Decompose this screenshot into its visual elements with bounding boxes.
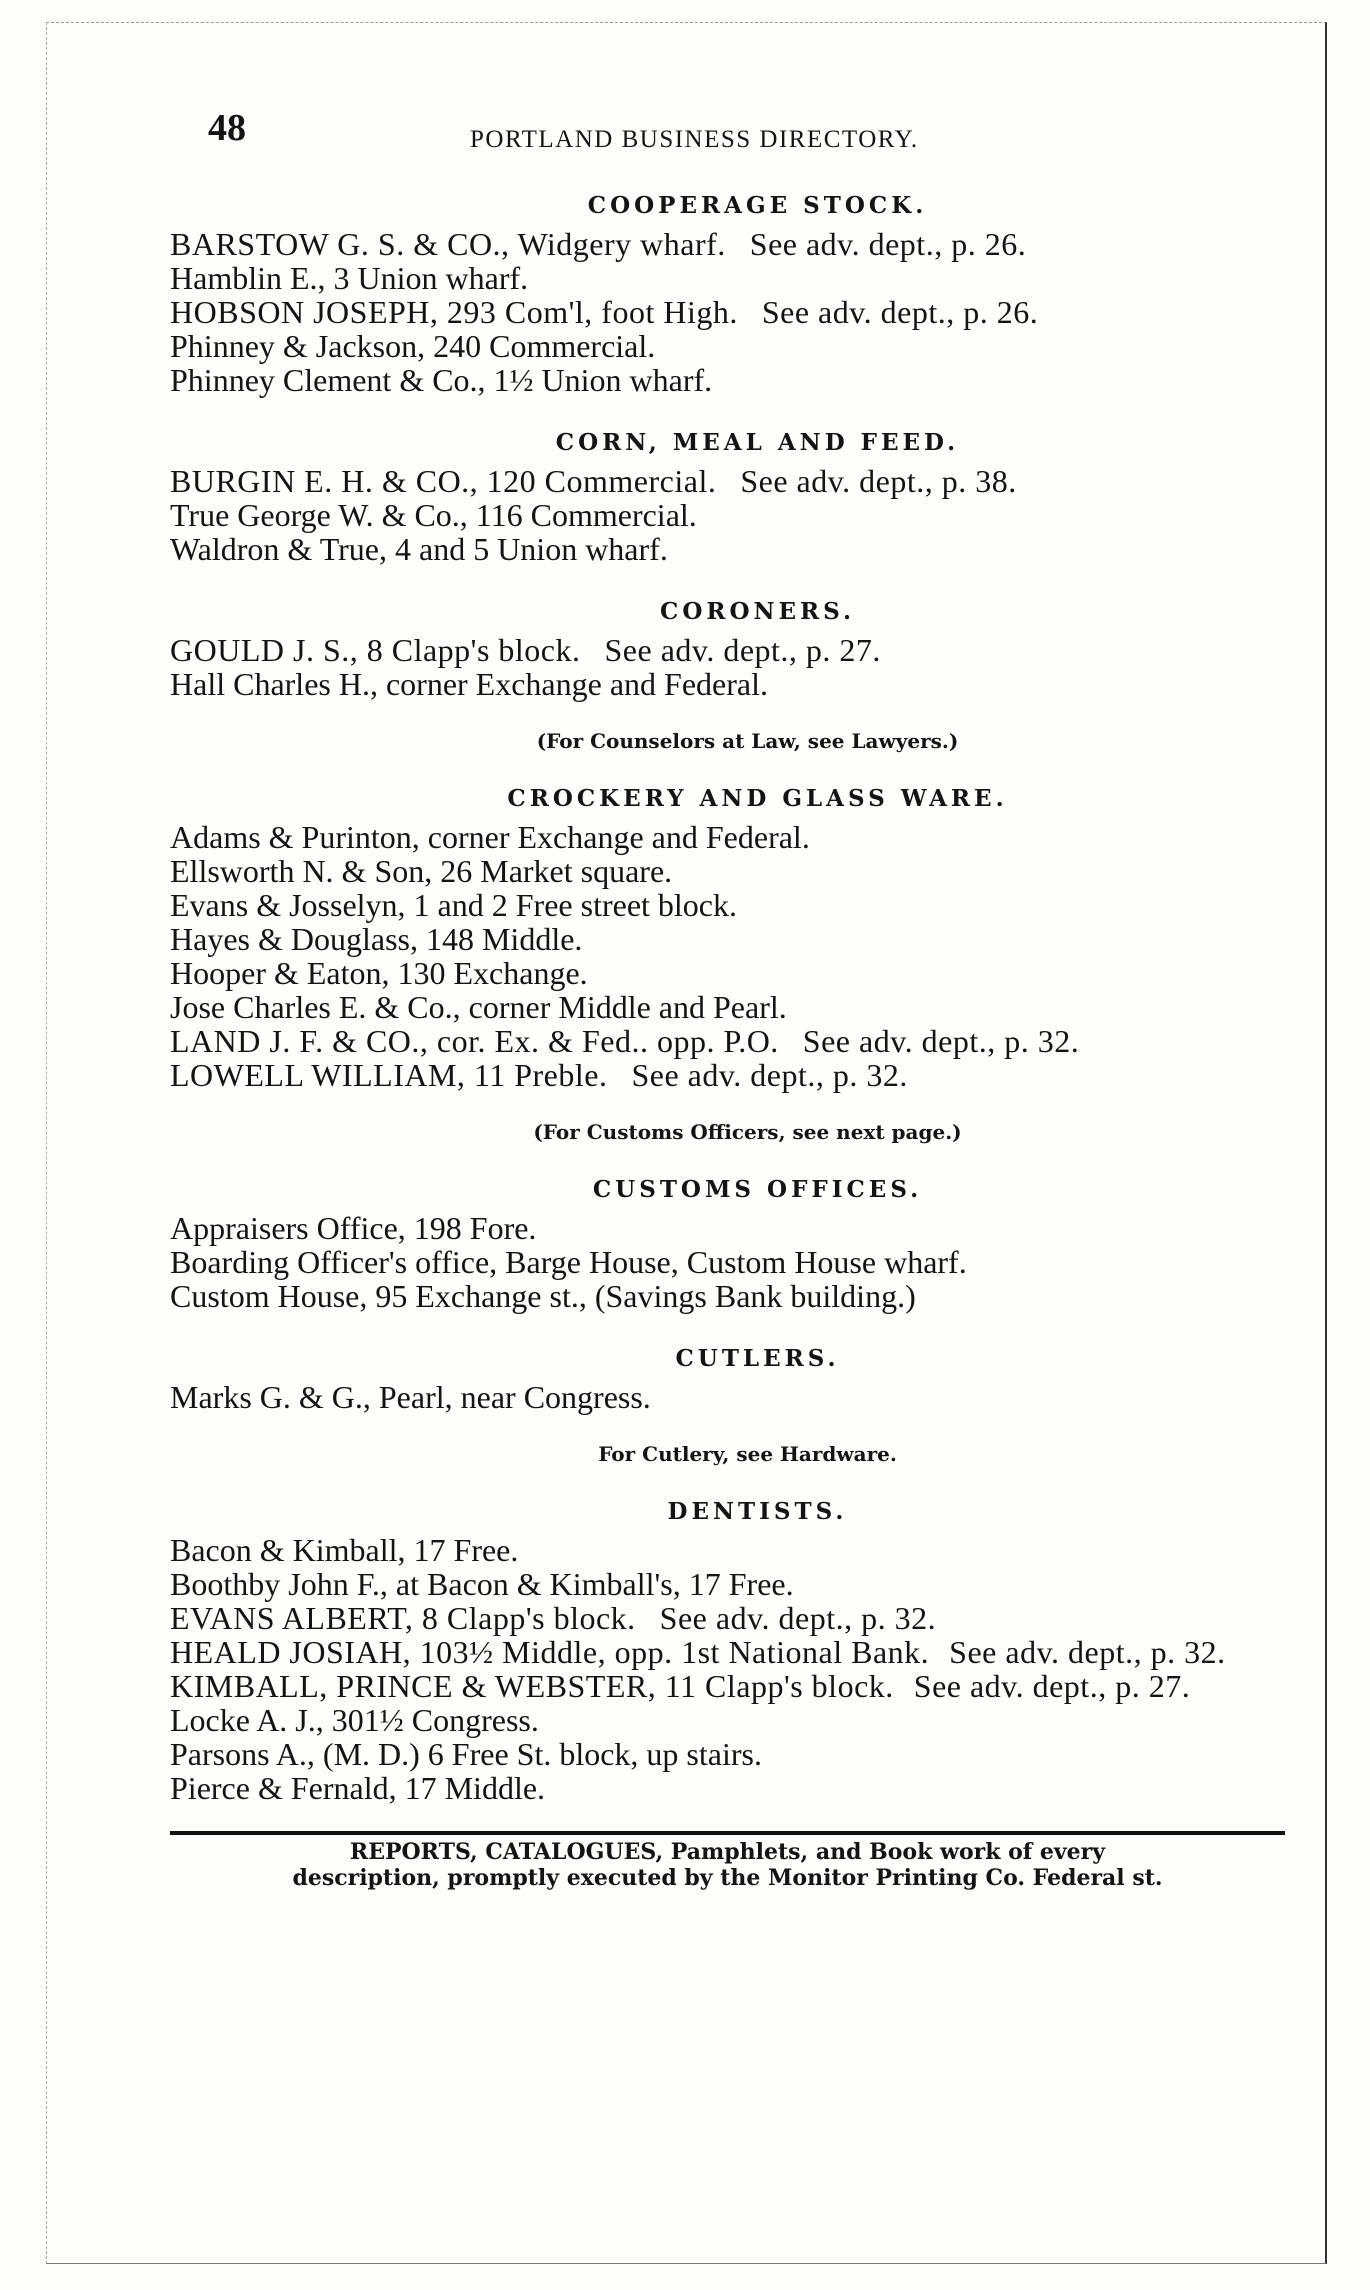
- directory-entry: [170, 1567, 1285, 1601]
- directory-entry: [170, 1058, 1285, 1092]
- directory-entry: [170, 1380, 1285, 1414]
- entry-name: BARSTOW G. S. & CO., Widgery wharf.: [170, 226, 726, 262]
- entry-name: True George W. & Co., 116 Commercial.: [170, 497, 697, 533]
- advertisement-reference: See adv. dept., p. 27.: [604, 632, 881, 668]
- cross-reference: (For Customs Officers, see next page.): [533, 1120, 962, 1144]
- directory-entry: [170, 1024, 1285, 1058]
- entry-name: Jose Charles E. & Co., corner Middle and Pearl.: [170, 989, 787, 1025]
- entry-name: LAND J. F. & CO., cor. Ex. & Fed.. opp. P.O.: [170, 1023, 779, 1059]
- running-head: [170, 100, 1285, 160]
- directory-entry: [170, 1533, 1285, 1567]
- entry-name: GOULD J. S., 8 Clapp's block.: [170, 632, 581, 668]
- section-heading: DENTISTS.: [667, 1498, 848, 1525]
- advertisement-line: description, promptly executed by the Monitor Printing Co. Federal st.: [292, 1865, 1163, 1891]
- directory-entry: [170, 922, 1285, 956]
- directory-entry: [170, 1703, 1285, 1737]
- directory-entry: [170, 532, 1285, 566]
- directory-entry: [170, 990, 1285, 1024]
- entry-name: Locke A. J., 301½ Congress.: [170, 1702, 539, 1738]
- directory-entry: [170, 667, 1285, 701]
- page-title: PORTLAND BUSINESS DIRECTORY.: [470, 126, 919, 153]
- entry-name: Bacon & Kimball, 17 Free.: [170, 1532, 519, 1568]
- directory-entry: [170, 1737, 1285, 1771]
- advertisement-reference: See adv. dept., p. 27.: [913, 1668, 1191, 1704]
- directory-entry: [170, 888, 1285, 922]
- section-heading: CROCKERY AND GLASS WARE.: [507, 785, 1008, 812]
- advertisement-line: REPORTS, CATALOGUES, Pamphlets, and Book work of every: [349, 1839, 1106, 1865]
- entry-name: BURGIN E. H. & CO., 120 Commercial.: [170, 463, 717, 499]
- cross-reference: (For Counselors at Law, see Lawyers.): [536, 729, 959, 753]
- advertisement-reference: See adv. dept., p. 26.: [749, 226, 1027, 262]
- entry-name: Hamblin E., 3 Union wharf.: [170, 260, 529, 296]
- directory-entry: [170, 1635, 1285, 1669]
- entry-name: KIMBALL, PRINCE & WEBSTER, 11 Clapp's block.: [170, 1668, 894, 1704]
- entry-name: Marks G. & G., Pearl, near Congress.: [170, 1379, 651, 1415]
- directory-page: [170, 100, 1285, 1891]
- entry-name: Boothby John F., at Bacon & Kimball's, 17 Free.: [170, 1566, 794, 1602]
- directory-entry: [170, 464, 1285, 498]
- section-heading: CUSTOMS OFFICES.: [592, 1176, 923, 1203]
- directory-entry: [170, 498, 1285, 532]
- entry-name: Phinney & Jackson, 240 Commercial.: [170, 328, 656, 364]
- directory-entry: [170, 1245, 1285, 1279]
- entry-name: LOWELL WILLIAM, 11 Preble.: [170, 1057, 608, 1093]
- entry-name: Parsons A., (M. D.) 6 Free St. block, up stairs.: [170, 1736, 762, 1772]
- entry-name: EVANS ALBERT, 8 Clapp's block.: [170, 1600, 636, 1636]
- directory-entry: [170, 1279, 1285, 1313]
- entry-name: Pierce & Fernald, 17 Middle.: [170, 1770, 546, 1806]
- advertisement-reference: See adv. dept., p. 38.: [740, 463, 1017, 499]
- entry-name: Hayes & Douglass, 148 Middle.: [170, 921, 583, 957]
- entry-name: Hooper & Eaton, 130 Exchange.: [170, 955, 588, 991]
- section-heading: CUTLERS.: [675, 1345, 840, 1372]
- directory-entry: [170, 227, 1285, 261]
- directory-entry: [170, 956, 1285, 990]
- entry-name: HOBSON JOSEPH, 293 Com'l, foot High.: [170, 294, 738, 330]
- advertisement-reference: See adv. dept., p. 26.: [761, 294, 1039, 330]
- entry-name: Evans & Josselyn, 1 and 2 Free street block.: [170, 887, 737, 923]
- directory-entry: [170, 1669, 1285, 1703]
- entry-name: Appraisers Office, 198 Fore.: [170, 1210, 537, 1246]
- entry-name: Waldron & True, 4 and 5 Union wharf.: [170, 531, 668, 567]
- directory-entry: [170, 261, 1285, 295]
- cross-reference: For Cutlery, see Hardware.: [598, 1442, 897, 1466]
- directory-entry: [170, 633, 1285, 667]
- section-heading: COOPERAGE STOCK.: [587, 192, 928, 219]
- entry-name: HEALD JOSIAH, 103½ Middle, opp. 1st National Bank.: [170, 1634, 930, 1670]
- entry-name: Hall Charles H., corner Exchange and Federal.: [170, 666, 768, 702]
- entry-name: Ellsworth N. & Son, 26 Market square.: [170, 853, 673, 889]
- section-heading: CORN, MEAL AND FEED.: [555, 429, 960, 456]
- entry-name: Adams & Purinton, corner Exchange and Federal.: [170, 819, 810, 855]
- directory-entry: [170, 1601, 1285, 1635]
- advertisement-reference: See adv. dept., p. 32.: [659, 1600, 937, 1636]
- advertisement-reference: See adv. dept., p. 32.: [949, 1634, 1226, 1670]
- advertisement-reference: See adv. dept., p. 32.: [631, 1057, 908, 1093]
- entry-name: Boarding Officer's office, Barge House, Custom House wharf.: [170, 1244, 967, 1280]
- entry-name: Phinney Clement & Co., 1½ Union wharf.: [170, 362, 713, 398]
- page-number: 48: [208, 107, 246, 149]
- directory-entry: [170, 363, 1285, 397]
- directory-listing: [170, 192, 1285, 1805]
- directory-entry: [170, 295, 1285, 329]
- directory-entry: [170, 329, 1285, 363]
- entry-name: Custom House, 95 Exchange st., (Savings Bank building.): [170, 1278, 916, 1314]
- directory-entry: [170, 1211, 1285, 1245]
- advertisement-reference: See adv. dept., p. 32.: [802, 1023, 1080, 1059]
- directory-entry: [170, 1771, 1285, 1805]
- directory-entry: [170, 820, 1285, 854]
- section-heading: CORONERS.: [660, 598, 855, 625]
- printer-advertisement: [170, 1831, 1285, 1891]
- directory-entry: [170, 854, 1285, 888]
